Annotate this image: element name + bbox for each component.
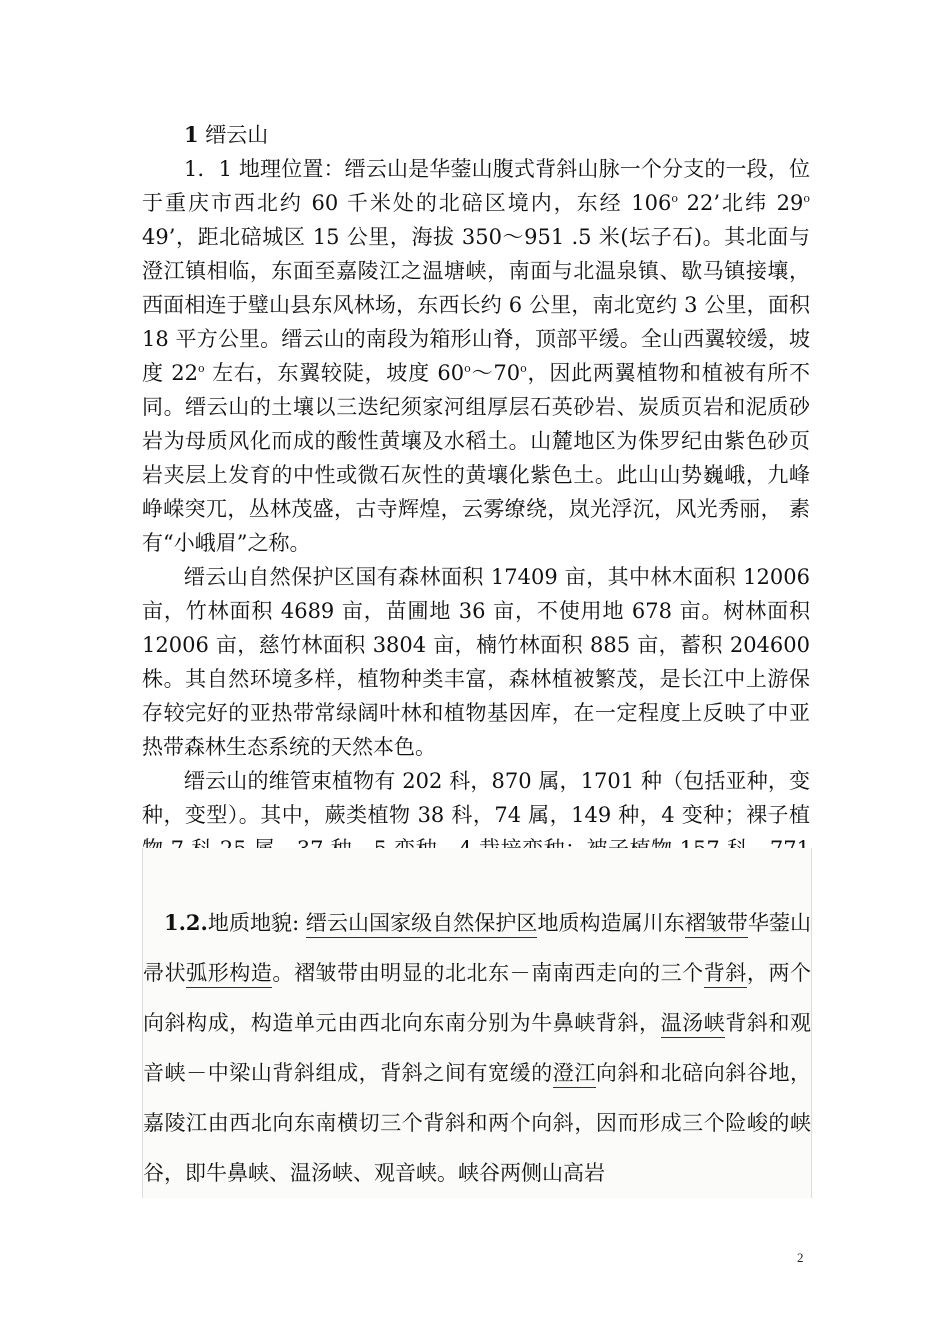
section-1 [142, 118, 810, 900]
paragraph-forest: 缙云山自然保护区国有森林面积 17409 亩，其中林木面积 12006 亩，竹林面积 4689 亩，苗圃地 36 亩，不使用地 678 亩。树林面积 12006 亩，慈竹林面积 3804 亩，楠竹林面积 885 亩，蓄积 204600 株。其自然环境多样，植物种类丰富，森林植被繁茂，是长江中上游保存较完好的亚热带常绿阔叶林和植物基因库，在一定程度上反映了中亚热带森林生态系统的天然本色。 [142, 565, 810, 759]
section-2 [143, 898, 811, 1198]
section-number: 1 [184, 122, 199, 147]
section-title-text: 缙云山 [205, 123, 269, 147]
page-number: 2 [797, 1250, 804, 1265]
underlined-term: 澄江 [553, 1061, 596, 1088]
section-title [142, 118, 810, 152]
underlined-term: 缙云山国家级自然保护区 [306, 911, 538, 938]
section-2-number: 1.2. [164, 910, 208, 935]
section-2-box [142, 848, 812, 1198]
paragraph-plants: 缙云山的维管束植物有 202 科，870 属，1701 种（包括亚种，变种，变型）。其中，蕨类植物 38 科，74 属，149 种，4 变种；裸子植 [142, 769, 810, 827]
paragraph-geography: 1．1 地理位置：缙云山是华蓥山腹式背斜山脉一个分支的一段，位于重庆市西北约 60 千米处的北碚区境内，东经 106$^o$ 22’北纬 29$^o$ 49’，距北碚城区 15 公里，海拔 350～951 .5 米(坛子石)。其北面与澄江镇相临，东面至嘉陵江之温塘峡，南面与北温泉镇、歇马镇接壤，西面相连于璧山县东风林场，东西长约 6 公里，南北宽约 3 公里，面积 18 平方公里。缙云山的南段为箱形山脊，顶部平缓。全山西翼较缓，坡度 22$^o$ 左右，东翼较陡，坡度 60$^o$～70$^o$，因此两翼植物和植被有所不同。缙云山的土壤以三迭纪须家河组厚层石英砂岩、炭质页岩和泥质砂岩为母质风化而成的酸性黄壤及水稻土。山麓地区为侏罗纪由紫色砂页岩夹层上发育的中性或微石灰性的黄壤化紫色土。此山山势巍峨，九峰峥嵘突兀，丛林茂盛，古寺辉煌，云雾缭绕，岚光浮沉，风光秀丽， 素有“小峨眉”之称。 [142, 157, 811, 555]
underlined-term: 背斜 [704, 961, 747, 988]
underlined-term: 温汤峡 [661, 1011, 726, 1038]
paragraph-geology: 1.2.地质地貌: 缙云山国家级自然保护区地质构造属川东褶皱带华蓥山帚状弧形构造。褶皱带由明显的北北东－南南西走向的三个背斜，两个向斜构成，构造单元由西北向东南分别为牛鼻峡背斜，温汤峡背斜和观音峡－中梁山背斜组成，背斜之间有宽缓的澄江向斜和北碚向斜谷地，嘉陵江由西北向东南横切三个背斜和两个向斜，因而形成三个险峻的峡谷，即牛鼻峡、温汤峡、观音峡。峡谷两侧山高岩 [143, 910, 812, 1185]
underlined-term: 褶皱带 [685, 911, 748, 938]
underlined-term: 弧形构造 [186, 961, 272, 988]
